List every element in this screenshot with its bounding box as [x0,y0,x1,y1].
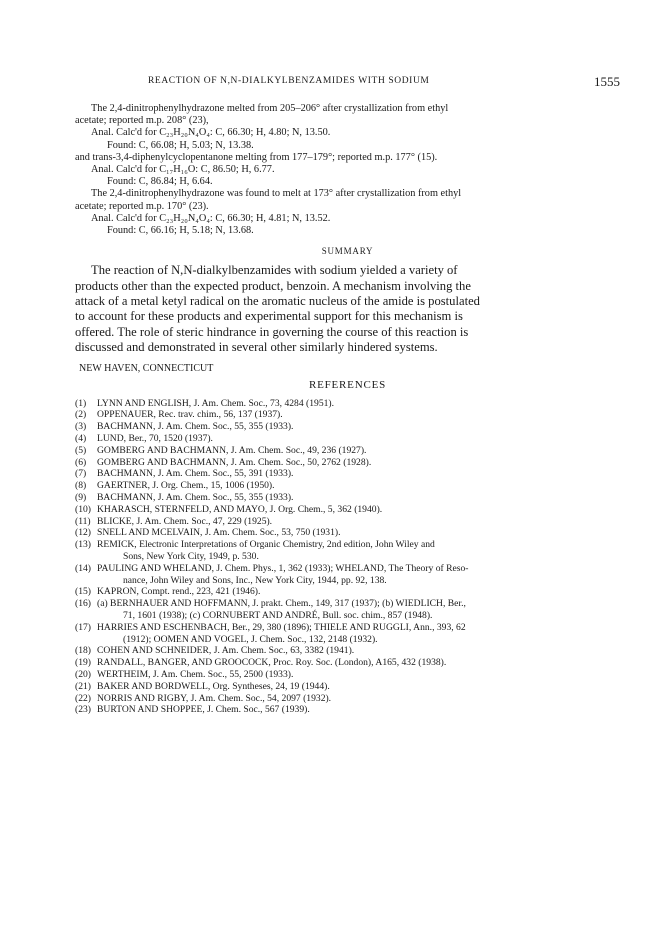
reference-continuation: Sons, New York City, 1949, p. 530. [123,550,259,562]
reference-item [75,516,620,528]
text-line: acetate; reported m.p. 208° (23), [75,115,209,127]
reference-text: BACHMANN, J. Am. Chem. Soc., 55, 391 (1933). [97,468,294,480]
reference-text: OPPENAUER, Rec. trav. chim., 56, 137 (1937). [97,409,283,421]
reference-number: (23) [75,704,91,716]
reference-text: WERTHEIM, J. Am. Chem. Soc., 55, 2500 (1933). [97,668,294,680]
reference-number: (9) [75,492,87,503]
reference-text: (a) BERNHAUER AND HOFFMANN, J. prakt. Chem., 149, 317 (1937); (b) WIEDLICH, Ber., [97,598,466,610]
reference-item [75,468,620,480]
reference-continuation: (1912); OOMEN AND VOGEL, J. Chem. Soc., 132, 2148 (1932). [123,633,378,645]
reference-text: BACHMANN, J. Am. Chem. Soc., 55, 355 (1933). [97,492,294,503]
reference-item [75,704,620,716]
reference-text: GAERTNER, J. Org. Chem., 15, 1006 (1950). [97,480,275,492]
reference-text: HARRIES AND ESCHENBACH, Ber., 29, 380 (1896); THIELE AND RUGGLI, Ann., 393, 62 [97,621,466,633]
reference-number: (2) [75,409,87,421]
reference-number: (14) [75,562,91,574]
reference-item [75,645,620,657]
reference-item [75,622,620,634]
page-header [60,74,620,90]
summary-line: to account for these products and experimental support for this mechanism is [75,309,463,324]
reference-item [75,539,620,551]
reference-number: (20) [75,668,91,680]
analysis-line: Anal. Calc'd for C₂₃H₂₀N₄O₄: C, 66.30; H, 4.81; N, 13.52. [91,212,331,224]
analysis-line: Anal. Calc'd for C₂₃H₂₀N₄O₄: C, 66.30; H, 4.80; N, 13.50. [91,127,331,139]
reference-item [75,669,620,681]
summary-line: The reaction of N,N-dialkylbenzamides with sodium yielded a variety of [91,263,458,278]
found-line: Found: C, 66.16; H, 5.18; N, 13.68. [107,225,254,237]
reference-number: (19) [75,657,91,669]
reference-item [75,504,620,516]
reference-item [75,693,620,705]
reference-number: (18) [75,645,91,657]
reference-item [75,492,620,504]
reference-number: (8) [75,480,87,492]
reference-number: (21) [75,680,91,692]
reference-number: (4) [75,433,87,445]
reference-text: SNELL AND MCELVAIN, J. Am. Chem. Soc., 53, 750 (1931). [97,527,341,539]
reference-number: (16) [75,598,91,610]
found-line: Found: C, 86.84; H, 6.64. [107,176,213,188]
text-line: The 2,4-dinitrophenylhydrazone melted from 205–206° after crystallization from ethyl [91,103,449,114]
page-number: 1555 [594,74,620,89]
experimental-section [75,103,620,716]
reference-text: LUND, Ber., 70, 1520 (1937). [97,433,213,445]
summary-line: products other than the expected product, benzoin. A mechanism involving the [75,278,471,293]
reference-item [75,421,620,433]
reference-text: REMICK, Electronic Interpretations of Organic Chemistry, 2nd edition, John Wiley and [97,539,435,551]
reference-item [75,398,620,410]
reference-number: (17) [75,621,91,633]
reference-text: KAPRON, Compt. rend., 223, 421 (1946). [97,586,261,598]
reference-continuation: 71, 1601 (1938); (c) CORNUBERT AND ANDRÉ, Bull. soc. chim., 857 (1948). [123,609,433,621]
reference-item [75,480,620,492]
reference-text: BACHMANN, J. Am. Chem. Soc., 55, 355 (1933). [97,421,294,433]
reference-text: GOMBERG AND BACHMANN, J. Am. Chem. Soc., 49, 236 (1927). [97,444,367,456]
running-title: REACTION OF N,N-DIALKYLBENZAMIDES WITH SODIUM [148,76,430,86]
reference-number: (13) [75,539,91,551]
reference-text: LYNN AND ENGLISH, J. Am. Chem. Soc., 73, 4284 (1951). [97,397,335,409]
reference-text: BURTON AND SHOPPEE, J. Chem. Soc., 567 (1939). [97,704,310,716]
reference-number: (11) [75,515,91,527]
reference-continuation: nance, John Wiley and Sons, Inc., New York City, 1944, pp. 92, 138. [123,574,387,586]
reference-text: KHARASCH, STERNFELD, AND MAYO, J. Org. Chem., 5, 362 (1940). [97,503,383,515]
references-heading: REFERENCES [308,379,387,392]
reference-item [75,563,620,575]
reference-item [75,445,620,457]
reference-text: BLICKE, J. Am. Chem. Soc., 47, 229 (1925). [97,515,273,527]
reference-number: (7) [75,468,87,480]
reference-item [75,586,620,598]
summary-heading: SUMMARY [321,246,374,257]
reference-number: (22) [75,692,91,704]
reference-text: RANDALL, BANGER, AND GROOCOCK, Proc. Roy. Soc. (London), A165, 432 (1938). [97,657,447,669]
text-line: and trans-3,4-diphenylcyclopentanone melting from 177–179°; reported m.p. 177° (15). [75,151,438,163]
found-line: Found: C, 66.08; H, 5.03; N, 13.38. [107,139,254,151]
reference-number: (15) [75,586,91,598]
summary-line: offered. The role of steric hindrance in governing the course of this reaction is [75,324,469,339]
analysis-line: Anal. Calc'd for C₁₇H₁₆O: C, 86.50; H, 6.77. [91,164,275,176]
reference-item [75,598,620,610]
reference-item [75,657,620,669]
reference-item [75,409,620,421]
text-line: The 2,4-dinitrophenylhydrazone was found to melt at 173° after crystallization from ethyl [91,188,462,200]
reference-item [75,681,620,693]
reference-text: PAULING AND WHELAND, J. Chem. Phys., 1, 362 (1933); WHELAND, The Theory of Reso- [97,562,469,574]
summary-body [75,263,620,355]
reference-number: (3) [75,421,87,433]
reference-number: (6) [75,456,87,468]
reference-text: NORRIS AND RIGBY, J. Am. Chem. Soc., 54, 2097 (1932). [97,692,332,704]
summary-line: attack of a metal ketyl radical on the aromatic nucleus of the amide is postulated [75,294,480,309]
reference-number: (10) [75,503,91,515]
references-list [75,398,620,717]
reference-item [75,433,620,445]
reference-number: (12) [75,527,91,539]
reference-item [75,527,620,539]
summary-line: discussed and demonstrated in several other similarly hindered systems. [75,339,438,354]
reference-text: COHEN AND SCHNEIDER, J. Am. Chem. Soc., 63, 3382 (1941). [97,645,355,657]
place-line: NEW HAVEN, CONNECTICUT [79,363,214,375]
reference-number: (1) [75,397,87,409]
reference-text: GOMBERG AND BACHMANN, J. Am. Chem. Soc., 50, 2762 (1928). [97,456,372,468]
reference-item [75,457,620,469]
reference-text: BAKER AND BORDWELL, Org. Syntheses, 24, 19 (1944). [97,680,330,692]
text-line: acetate; reported m.p. 170° (23). [75,200,209,212]
reference-number: (5) [75,444,87,456]
